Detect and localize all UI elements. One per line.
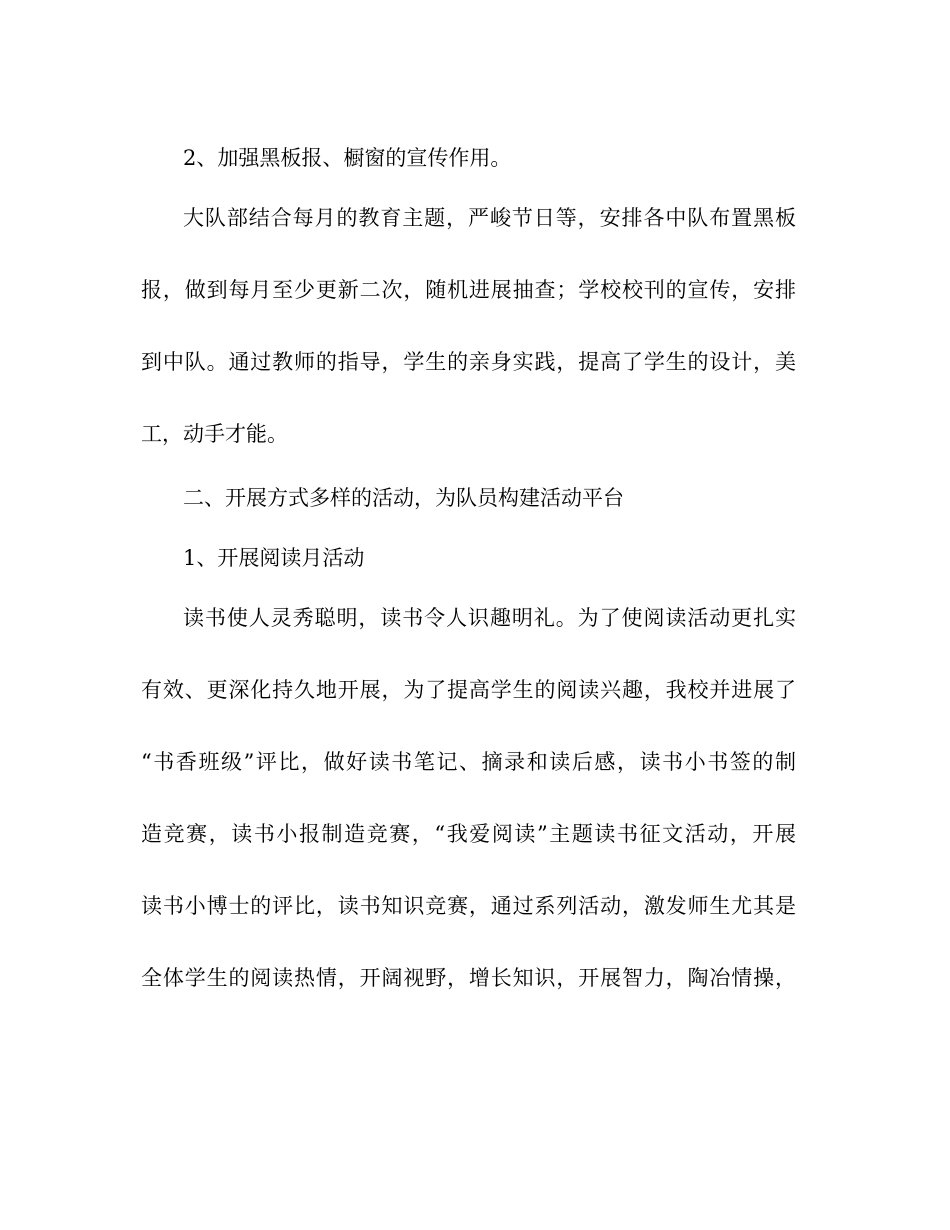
paragraph-line: 报，做到每月至少更新二次，随机进展抽查；学校校刊的宣传，安排 xyxy=(141,278,796,302)
paragraph-line: 造竞赛，读书小报制造竞赛，“我爱阅读”主题读书征文活动，开展 xyxy=(141,822,796,846)
paragraph-line: 读书小博士的评比，读书知识竞赛，通过系列活动，激发师生尤其是 xyxy=(141,894,796,918)
paragraph-line: 读书使人灵秀聪明，读书令人识趣明礼。为了使阅读活动更扎实 xyxy=(183,606,796,630)
section-heading-reading-month: 1、开展阅读月活动 xyxy=(183,546,365,570)
paragraph-line: 工，动手才能。 xyxy=(141,422,288,446)
paragraph-line: 全体学生的阅读热情，开阔视野，增长知识，开展智力，陶冶情操， xyxy=(141,966,796,990)
section-heading-activities: 二、开展方式多样的活动，为队员构建活动平台 xyxy=(183,486,624,510)
paragraph-line: 到中队。通过教师的指导，学生的亲身实践，提高了学生的设计，美 xyxy=(141,350,796,374)
paragraph-line: “书香班级”评比，做好读书笔记、摘录和读后感，读书小书签的制 xyxy=(141,750,796,774)
paragraph-line: 有效、更深化持久地开展，为了提高学生的阅读兴趣，我校并进展了 xyxy=(141,678,796,702)
section-heading-blackboard: 2、加强黑板报、橱窗的宣传作用。 xyxy=(183,146,512,170)
paragraph-line: 大队部结合每月的教育主题，严峻节日等，安排各中队布置黑板 xyxy=(183,206,796,230)
